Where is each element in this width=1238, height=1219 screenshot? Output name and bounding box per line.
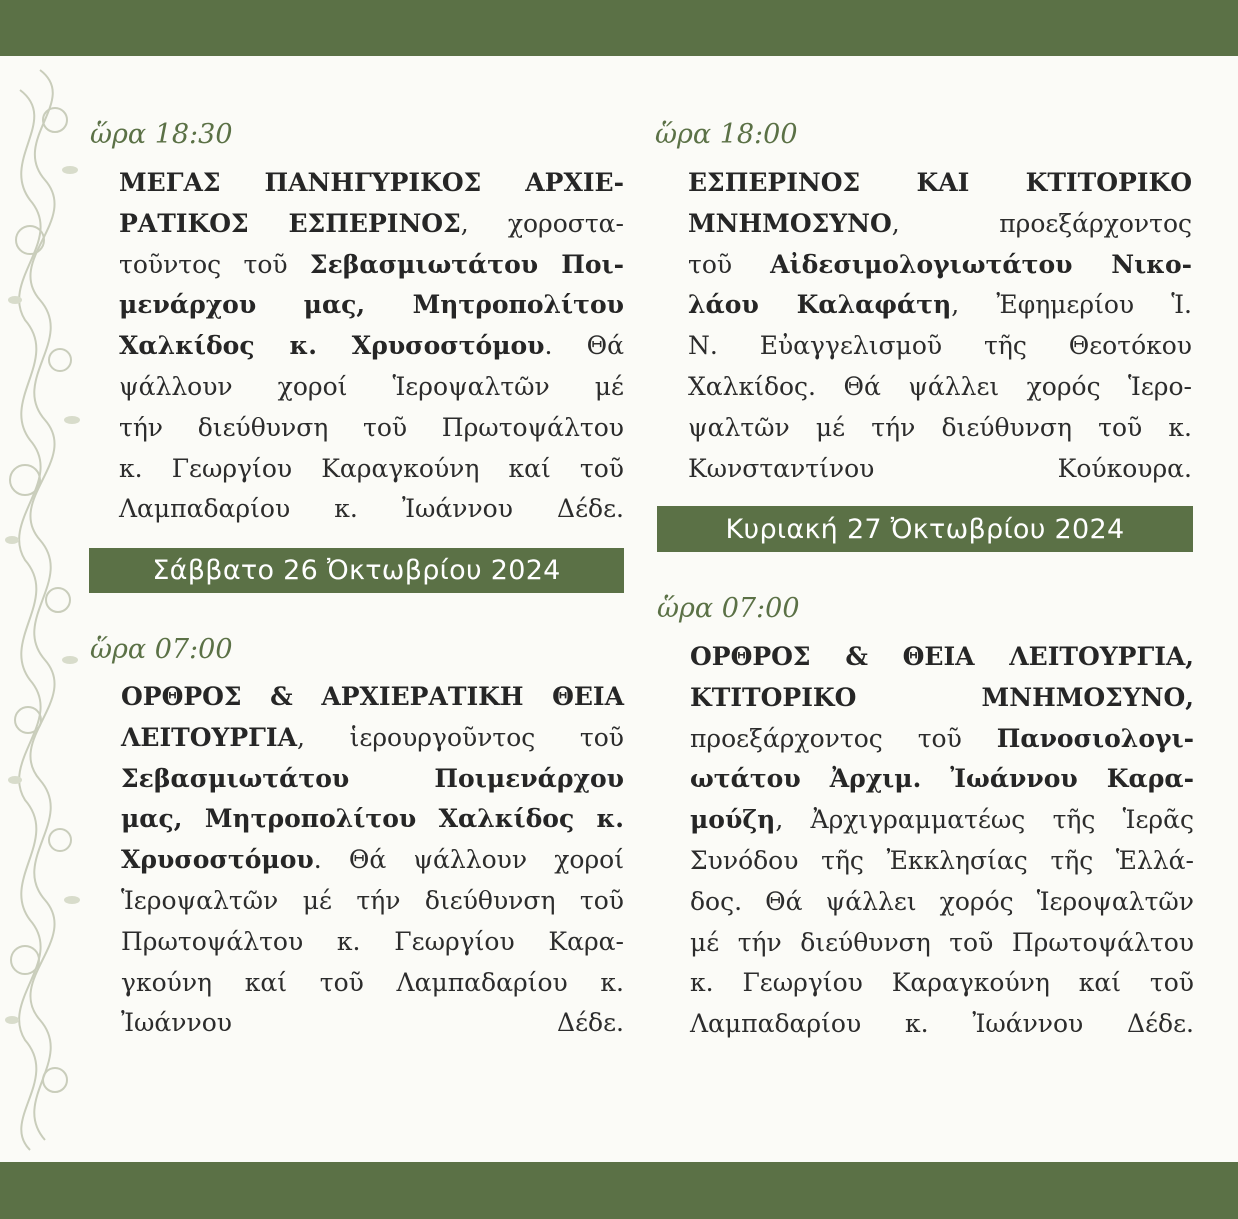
text-line: ψαλτῶν μέ τήν διεύθυνση τοῦ κ. [688,412,1192,442]
text-line: προεξάρχοντος τοῦ Πανοσιολογι- [690,723,1194,753]
text-line: ΕΣΠΕΡΙΝΟΣ ΚΑΙ ΚΤΙΤΟΡΙΚΟ [688,168,1192,197]
text-line: μέ τήν διεύθυνση τοῦ Πρωτοψάλτου [690,927,1194,957]
text-line: μας, Μητροπολίτου Χαλκίδος κ. [121,804,624,834]
event-description [119,163,624,530]
top-green-band [0,0,1238,56]
text-line: ΟΡΘΡΟΣ & ΘΕΙΑ ΛΕΙΤΟΥΡΓΙΑ, [690,642,1194,671]
text-line: τοῦντος τοῦ Σεβασμιωτάτου Ποι- [119,249,624,279]
text-line: Χαλκίδος κ. Χρυσοστόμου. Θά [119,331,624,361]
time-heading: ὥρα 07:00 [90,634,233,665]
text-line: Σεβασμιωτάτου Ποιμενάρχου [121,763,624,793]
text-line: Συνόδου τῆς Ἐκκλησίας τῆς Ἑλλά- [690,845,1194,875]
text-line: Λαμπαδαρίου κ. Ἰωάννου Δέδε. [119,494,624,524]
time-heading: ὥρα 18:30 [90,119,233,150]
text-line: Κωνσταντίνου Κούκουρα. [688,453,1192,483]
text-line: ΡΑΤΙΚΟΣ ΕΣΠΕΡΙΝΟΣ, χοροστα- [119,208,624,238]
floral-ornament [0,60,95,1160]
text-line: μενάρχου μας, Μητροπολίτου [119,290,624,320]
time-heading: ὥρα 18:00 [655,119,798,150]
time-heading: ὥρα 07:00 [657,593,800,624]
text-line: Ἱεροψαλτῶν μέ τήν διεύθυνση τοῦ [121,885,624,915]
date-bar: Σάββατο 26 Ὀκτωβρίου 2024 [89,548,624,593]
event-description [121,677,624,1044]
text-line: κ. Γεωργίου Καραγκούνη καί τοῦ [690,968,1194,998]
text-line: Χαλκίδος. Θά ψάλλει χορός Ἱερο- [688,371,1192,401]
text-line: κ. Γεωργίου Καραγκούνη καί τοῦ [119,453,624,483]
bottom-green-band [0,1162,1238,1219]
text-line: τοῦ Αἰδεσιμολογιωτάτου Νικο- [688,249,1192,279]
text-line: Ἰωάννου Δέδε. [121,1008,624,1038]
event-description [688,163,1192,489]
text-line: ωτάτου Ἀρχιμ. Ἰωάννου Καρα- [690,764,1194,794]
text-line: Χρυσοστόμου. Θά ψάλλουν χοροί [121,845,624,875]
text-line: ΜΝΗΜΟΣΥΝΟ, προεξάρχοντος [688,208,1192,238]
text-line: ΚΤΙΤΟΡΙΚΟ ΜΝΗΜΟΣΥΝΟ, [690,682,1194,712]
text-line: ΜΕΓΑΣ ΠΑΝΗΓΥΡΙΚΟΣ ΑΡΧΙΕ- [119,168,624,197]
text-line: ψάλλουν χοροί Ἱεροψαλτῶν μέ [119,371,624,401]
text-line: Ν. Εὐαγγελισμοῦ τῆς Θεοτόκου [688,331,1192,361]
text-line: Λαμπαδαρίου κ. Ἰωάννου Δέδε. [690,1009,1194,1039]
event-description [690,637,1194,1045]
text-line: δος. Θά ψάλλει χορός Ἱεροψαλτῶν [690,886,1194,916]
text-line: μούζη, Ἀρχιγραμματέως τῆς Ἱερᾶς [690,805,1194,835]
date-bar: Κυριακή 27 Ὀκτωβρίου 2024 [657,506,1193,552]
text-line: Πρωτοψάλτου κ. Γεωργίου Καρα- [121,926,624,956]
text-line: λάου Καλαφάτη, Ἐφημερίου Ἱ. [688,290,1193,320]
text-line: τήν διεύθυνση τοῦ Πρωτοψάλτου [119,412,624,442]
text-line: ΛΕΙΤΟΥΡΓΙΑ, ἱερουργοῦντος τοῦ [121,722,624,752]
text-line: ΟΡΘΡΟΣ & ΑΡΧΙΕΡΑΤΙΚΗ ΘΕΙΑ [121,682,624,711]
text-line: γκούνη καί τοῦ Λαμπαδαρίου κ. [121,967,624,997]
